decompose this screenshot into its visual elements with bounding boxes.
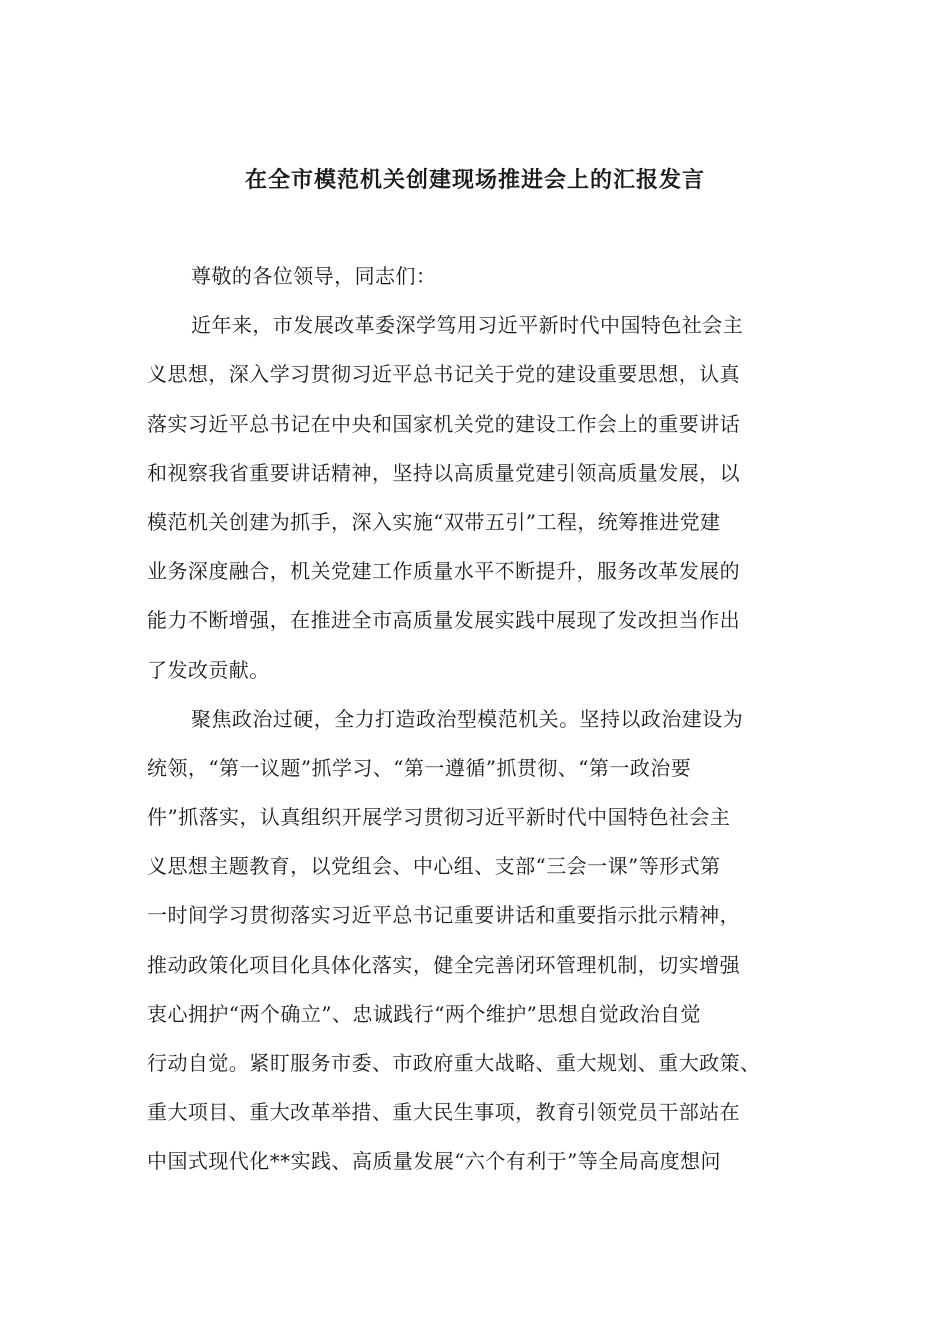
- text-line: 衷心拥护“两个确立”、忠诚践行“两个维护”思想自觉政治自觉: [147, 1001, 701, 1026]
- document-title: 在全市模范机关创建现场推进会上的汇报发言: [244, 167, 705, 193]
- text-line: 统领，“第一议题”抓学习、“第一遵循”抓贯彻、“第一政治要: [147, 755, 692, 780]
- text-line: 了发改贡献。: [147, 657, 270, 682]
- text-line: 中国式现代化**实践、高质量发展“六个有利于”等全局高度想问: [147, 1149, 721, 1174]
- text-line: 聚焦政治过硬，全力打造政治型模范机关。坚持以政治建设为: [191, 706, 744, 731]
- document-body: [147, 252, 827, 1187]
- text-line: 行动自觉。紧盯服务市委、市政府重大战略、重大规划、重大政策、: [147, 1051, 761, 1075]
- paragraph-1: [147, 301, 827, 695]
- text-line: 一时间学习贯彻落实习近平总书记重要讲话和重要指示批示精神，: [147, 903, 741, 928]
- text-line: 推动政策化项目化具体化落实，健全完善闭环管理机制，切实增强: [147, 952, 741, 977]
- text-line: 义思想，深入学习贯彻习近平总书记关于党的建设重要思想，认真: [147, 362, 741, 387]
- text-line: 件”抓落实，认真组织开展学习贯彻习近平新时代中国特色社会主: [147, 805, 731, 830]
- text-line: 和视察我省重要讲话精神，坚持以高质量党建引领高质量发展，以: [147, 460, 741, 485]
- text-line: 落实习近平总书记在中央和国家机关党的建设工作会上的重要讲话: [147, 411, 741, 436]
- text-line: 模范机关创建为抓手，深入实施“双带五引”工程，统筹推进党建: [147, 509, 721, 534]
- text-line: 重大项目、重大改革举措、重大民生事项，教育引领党员干部站在: [147, 1100, 741, 1125]
- salutation: 尊敬的各位领导，同志们：: [191, 264, 437, 288]
- text-line: 近年来，市发展改革委深学笃用习近平新时代中国特色社会主: [191, 313, 744, 338]
- text-line: 能力不断增强，在推进全市高质量发展实践中展现了发改担当作出: [147, 608, 741, 633]
- paragraph-2: [147, 695, 827, 1187]
- text-line: 义思想主题教育，以党组会、中心组、支部“三会一课”等形式第: [147, 854, 721, 879]
- text-line: 业务深度融合，机关党建工作质量水平不断提升，服务改革发展的: [147, 559, 741, 584]
